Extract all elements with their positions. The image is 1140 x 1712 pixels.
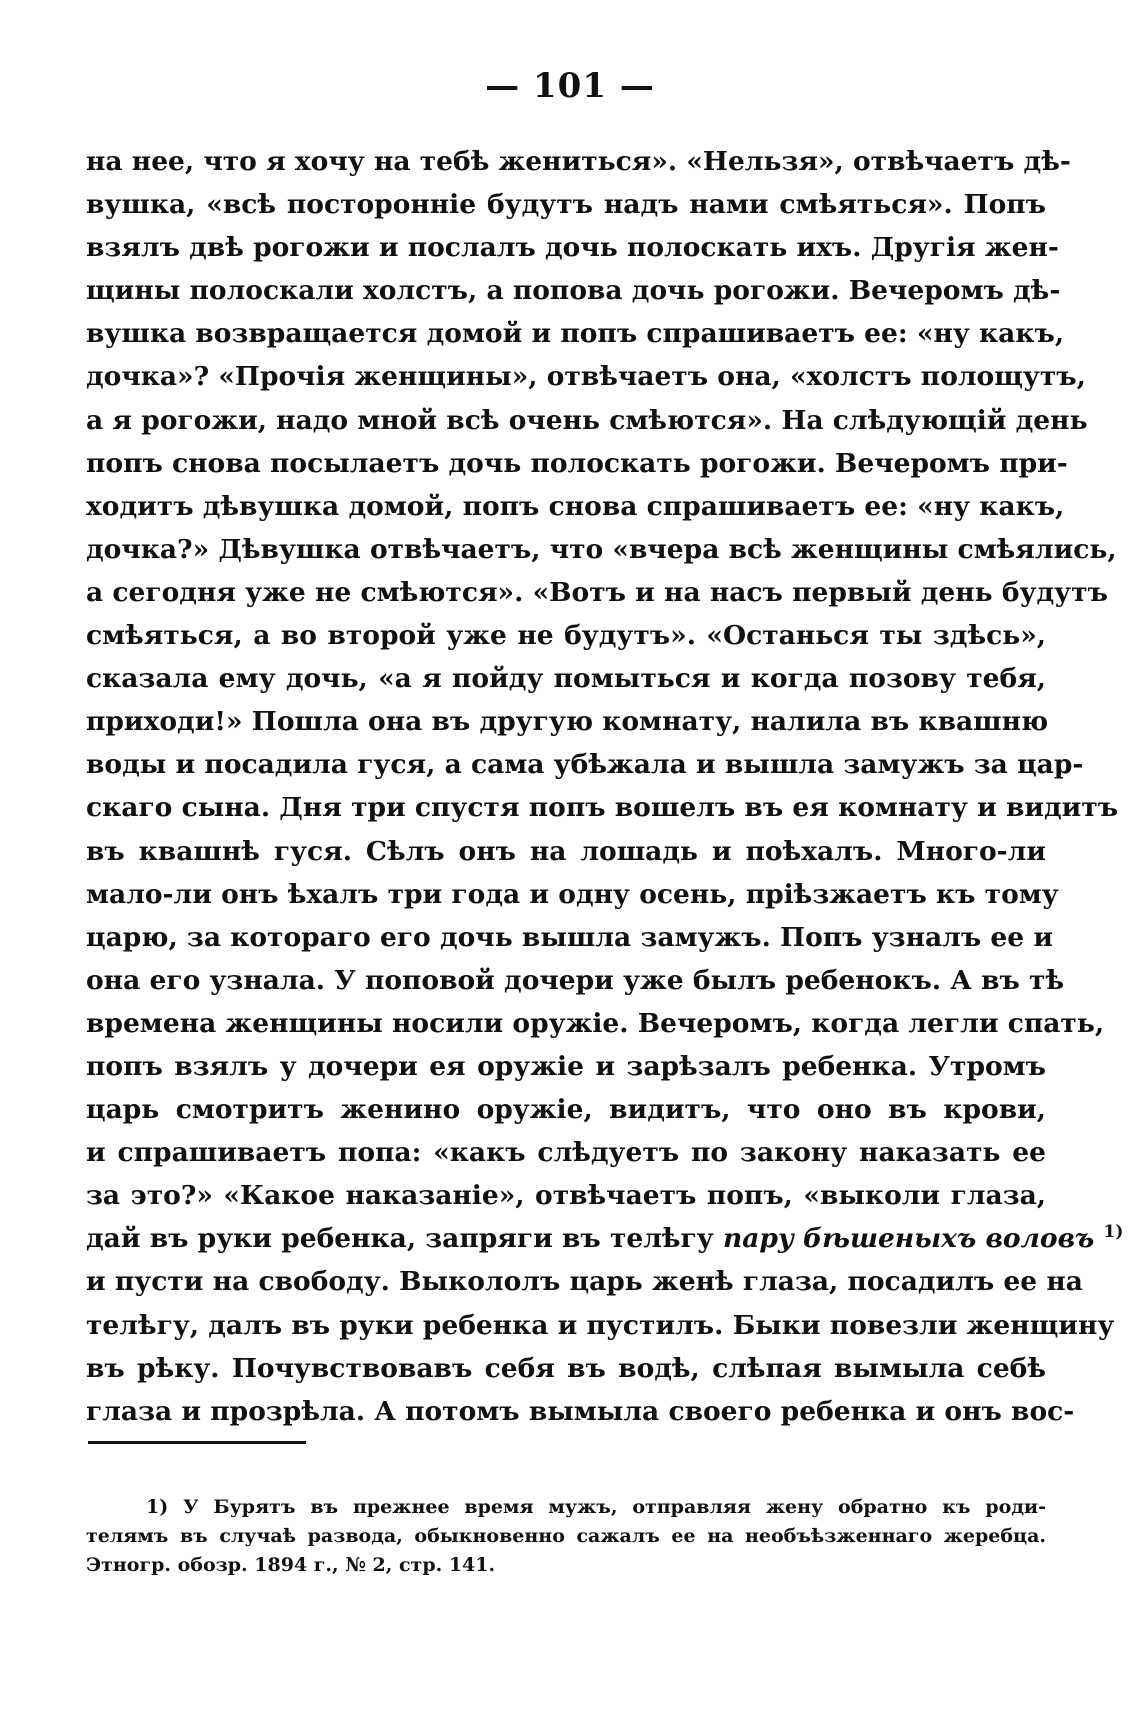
footnote (86, 1493, 1046, 1580)
text-line: воды и посадила гуся, а сама убѣжала и вышла замужъ за цар- (86, 749, 1084, 781)
text-line: времена женщины носили оружіе. Вечеромъ, когда легли спать, (86, 1007, 1105, 1039)
body-text (86, 140, 1124, 1433)
footnote-line: 1) У Бурятъ въ прежнее время мужъ, отправляя жену обратно къ роди- (146, 1496, 1046, 1518)
text-line: попъ снова посылаетъ дочь полоскать рогожи. Вечеромъ при- (86, 447, 1068, 479)
text-line: вушка возвращается домой и попъ спрашиваетъ ее: «ну какъ, (86, 318, 1065, 350)
text-line: приходи!» Пошла она въ другую комнату, налила въ квашню (86, 706, 1049, 738)
text-line: попъ взялъ у дочери ея оружіе и зарѣзалъ ребенка. Утромъ (86, 1050, 1046, 1082)
text-line: телѣгу, далъ въ руки ребенка и пустилъ. Быки повезли женщину (86, 1309, 1115, 1341)
text-line: сказала ему дочь, «а я пойду помыться и когда позову тебя, (86, 663, 1046, 695)
text-line: скаго сына. Дня три спустя попъ вошелъ въ ея комнату и видитъ (86, 792, 1119, 824)
footnote-divider (88, 1441, 306, 1444)
text-line: щины полоскали холстъ, а попова дочь рогожи. Вечеромъ дѣ- (86, 275, 1061, 307)
text-line: на нее, что я хочу на тебѣ жениться». «Нельзя», отвѣчаетъ дѣ- (86, 146, 1071, 177)
text-line: а сегодня уже не смѣются». «Вотъ и на насъ первый день будутъ (86, 576, 1108, 608)
text-line: дочка»? «Прочія женщины», отвѣчаетъ она, «холстъ полощутъ, (86, 361, 1086, 393)
text-line: вушка, «всѣ посторонніе будутъ надъ нами смѣяться». Попъ (86, 189, 1046, 221)
text-line: а я рогожи, надо мной всѣ очень смѣются». На слѣдующій день (86, 404, 1088, 436)
text-line: ходитъ дѣвушка домой, попъ снова спрашиваетъ ее: «ну какъ, (86, 490, 1065, 522)
text-line: въ квашнѣ гуся. Сѣлъ онъ на лошадь и поѣхалъ. Много-ли (86, 835, 1046, 867)
footnote-line: телямъ въ случаѣ развода, обыкновенно сажалъ ее на необъѣзженнаго жеребца. (86, 1525, 1046, 1547)
text-line: за это?» «Какое наказаніе», отвѣчаетъ попъ, «выколи глаза, (86, 1180, 1046, 1212)
text-line-with-note (86, 1217, 1124, 1260)
italic-phrase: пару бѣшеныхъ воловъ (722, 1223, 1095, 1255)
text-line: дочка?» Дѣвушка отвѣчаетъ, что «вчера всѣ женщины смѣялись, (86, 533, 1117, 565)
text-line: и спрашиваетъ попа: «какъ слѣдуетъ по закону наказать ее (86, 1137, 1046, 1169)
footnote-line: Этногр. обозр. 1894 г., № 2, стр. 141. (86, 1554, 496, 1576)
text-line: смѣяться, а во второй уже не будутъ». «Останься ты здѣсь», (86, 620, 1046, 652)
page-number: — 101 — (485, 66, 655, 106)
footnote-ref[interactable]: 1) (1103, 1222, 1124, 1243)
text-line: царю, за котораго его дочь вышла замужъ. Попъ узналъ ее и (86, 921, 1053, 953)
text-line: мало-ли онъ ѣхалъ три года и одну осень, пріѣзжаетъ къ тому (86, 878, 1059, 910)
text-line: она его узнала. У поповой дочери уже былъ ребенокъ. А въ тѣ (86, 964, 1065, 996)
text-line: глаза и прозрѣла. А потомъ вымыла своего ребенка и онъ вос- (86, 1395, 1075, 1427)
text-line: и пусти на свободу. Выкололъ царь женѣ глаза, посадилъ ее на (86, 1266, 1083, 1298)
text-segment: дай въ руки ребенка, запряги въ телѣгу (86, 1223, 723, 1255)
text-line: взялъ двѣ рогожи и послалъ дочь полоскать ихъ. Другія жен- (86, 232, 1059, 264)
text-line: царь смотритъ женино оружіе, видитъ, что оно въ крови, (86, 1094, 1046, 1126)
text-line: въ рѣку. Почувствовавъ себя въ водѣ, слѣпая вымыла себѣ (86, 1352, 1046, 1384)
